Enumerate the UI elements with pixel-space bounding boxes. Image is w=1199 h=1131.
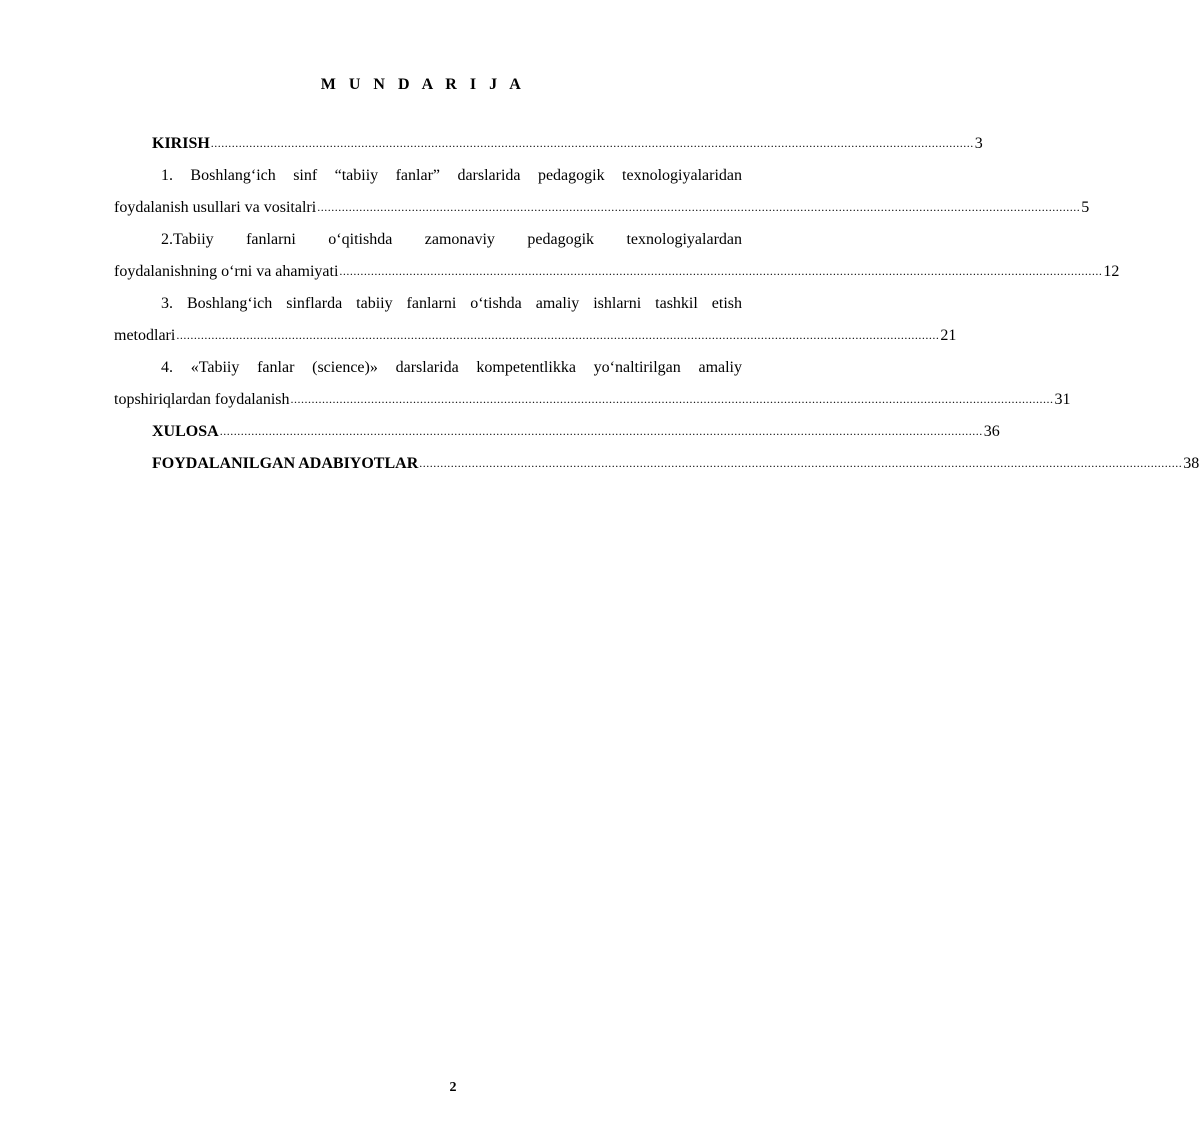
table-of-contents [114,132,1199,484]
toc-entry-xulosa[interactable] [114,420,1000,444]
toc-leader-dots: .......................................................................................................................................................................................................................... [317,200,1081,214]
toc-entry-adabiyotlar[interactable] [114,452,1199,476]
toc-title: M U N D A R I J A [320,76,526,93]
toc-entry-title-continued: foydalanishning o‘rni va ahamiyati [114,263,339,280]
toc-entry-title-line: 2.Tabiiy fanlarni o‘qitishda zamonaviy pedagogik texnologiyalardan [161,231,742,248]
toc-entry-page: 21 [940,327,957,344]
toc-leader-dots: .......................................................................................................................................................................................................................... [290,392,1054,406]
toc-entry-chapter-4[interactable] [114,356,1071,412]
toc-entry-chapter-3[interactable] [114,292,957,348]
toc-entry-page: 5 [1081,199,1090,216]
toc-leader-dots: .......................................................................................................................................................................................................................... [176,328,940,342]
toc-entry-chapter-1[interactable] [114,164,1090,220]
toc-leader-dots: .......................................................................................................................................................................................................................... [219,424,983,438]
toc-entry-label: XULOSA [152,423,219,440]
toc-entry-title-line: 3. Boshlang‘ich sinflarda tabiiy fanlarni o‘tishda amaliy ishlarni tashkil etish [161,295,742,312]
toc-entry-title-continued: topshiriqlardan foydalanish [114,391,290,408]
toc-leader-dots: .......................................................................................................................................................................................................................... [339,264,1103,278]
toc-entry-page: 36 [983,423,1000,440]
toc-entry-title-line: 4. «Tabiiy fanlar (science)» darslarida kompetentlikka yo‘naltirilgan amaliy [161,359,742,376]
toc-entry-kirish[interactable] [114,132,983,156]
toc-entry-label: KIRISH [152,135,210,152]
toc-leader-dots: .......................................................................................................................................................................................................................... [419,456,1183,470]
toc-entry-page: 3 [974,135,983,152]
toc-entry-label: FOYDALANILGAN ADABIYOTLAR [152,455,419,472]
toc-entry-page: 38 [1183,455,1199,472]
toc-entry-title-continued: foydalanish usullari va vositalri [114,199,317,216]
toc-entry-chapter-2[interactable] [114,228,1120,284]
toc-entry-title-line: 1. Boshlang‘ich sinf “tabiiy fanlar” darslarida pedagogik texnologiyalaridan [161,167,742,184]
page-number: 2 [449,1080,457,1095]
toc-entry-page: 12 [1103,263,1120,280]
toc-entry-page: 31 [1054,391,1071,408]
toc-entry-title-continued: metodlari [114,327,176,344]
toc-leader-dots: .......................................................................................................................................................................................................................... [210,136,974,150]
